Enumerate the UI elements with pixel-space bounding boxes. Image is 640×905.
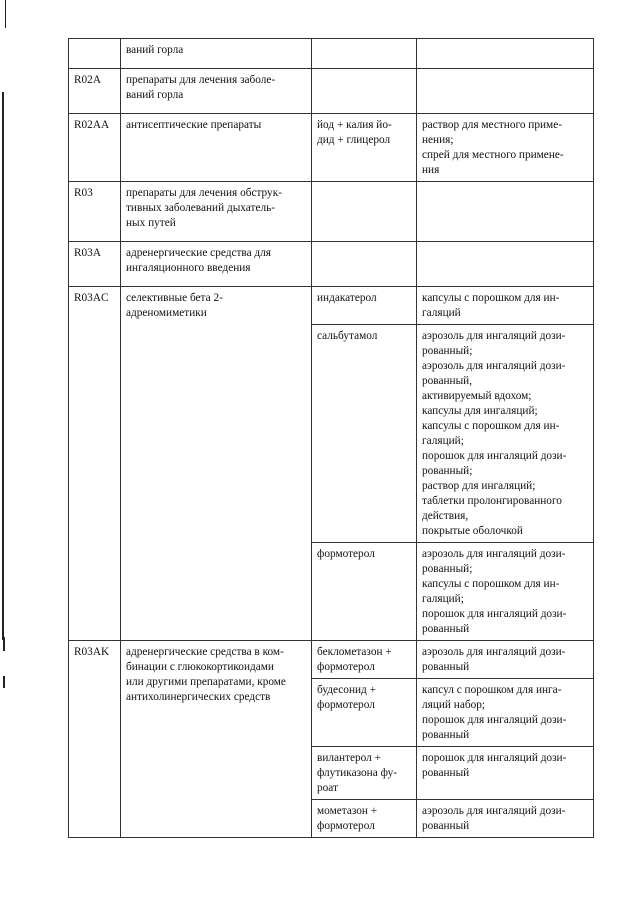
table-row bbox=[69, 69, 594, 114]
dosage-form-cell bbox=[417, 182, 594, 242]
drug-cell: мометазон + формотерол bbox=[312, 800, 417, 838]
drug-cell bbox=[312, 242, 417, 287]
drug-cell: беклометазон + формотерол bbox=[312, 641, 417, 679]
drug-cell: вилантерол + флутиказона фу- роат bbox=[312, 747, 417, 800]
table-row bbox=[69, 39, 594, 69]
atc-code-cell bbox=[69, 39, 121, 69]
group-name-cell: адренергические средства для ингаляционного введения bbox=[121, 242, 312, 287]
dosage-form-cell: капсул с порошком для инга- ляций набор; порошок для ингаляций дози- рованный bbox=[417, 679, 594, 747]
group-name-cell: адренергические средства в ком- бинации с глюкокортикоидами или другими препаратами, кроме антихолинергических средств bbox=[121, 641, 312, 838]
table-row bbox=[69, 641, 594, 679]
group-name-cell: антисептические препараты bbox=[121, 114, 312, 182]
dosage-form-cell: порошок для ингаляций дози- рованный bbox=[417, 747, 594, 800]
dosage-form-cell: аэрозоль для ингаляций дози- рованный bbox=[417, 641, 594, 679]
atc-code-cell: R03A bbox=[69, 242, 121, 287]
group-name-cell: препараты для лечения обструк- тивных заболеваний дыхатель- ных путей bbox=[121, 182, 312, 242]
table-row bbox=[69, 182, 594, 242]
drug-cell: формотерол bbox=[312, 543, 417, 641]
drug-cell bbox=[312, 69, 417, 114]
dosage-form-cell bbox=[417, 39, 594, 69]
drug-cell bbox=[312, 39, 417, 69]
dosage-form-cell: аэрозоль для ингаляций дози- рованный bbox=[417, 800, 594, 838]
dosage-form-cell bbox=[417, 242, 594, 287]
atc-code-cell: R03 bbox=[69, 182, 121, 242]
atc-drug-table bbox=[68, 38, 594, 838]
atc-code-cell: R03AK bbox=[69, 641, 121, 838]
scan-edge-mark bbox=[3, 637, 5, 651]
drug-cell: йод + калия йо- дид + глицерол bbox=[312, 114, 417, 182]
drug-cell: будесонид + формотерол bbox=[312, 679, 417, 747]
drug-cell: сальбутамол bbox=[312, 325, 417, 543]
atc-code-cell: R02A bbox=[69, 69, 121, 114]
drug-cell: индакатерол bbox=[312, 287, 417, 325]
scan-edge-mark bbox=[3, 676, 5, 688]
atc-code-cell: R02AA bbox=[69, 114, 121, 182]
table-row bbox=[69, 287, 594, 325]
group-name-cell: препараты для лечения заболе- ваний горла bbox=[121, 69, 312, 114]
dosage-form-cell bbox=[417, 69, 594, 114]
dosage-form-cell: аэрозоль для ингаляций дози- рованный; аэрозоль для ингаляций дози- рованный, активируемый вдохом; капсулы для ингаляций; капсулы с порошком для ин- галяций; порошок для ингаляций дози- рованный; раствор для ингаляций; таблетки пролонгированного действия, покрытые оболочкой bbox=[417, 325, 594, 543]
group-name-cell: селективные бета 2- адреномиметики bbox=[121, 287, 312, 641]
scan-edge-mark bbox=[2, 92, 4, 640]
atc-code-cell: R03AC bbox=[69, 287, 121, 641]
table-row bbox=[69, 114, 594, 182]
scan-edge-mark bbox=[5, 0, 6, 28]
table-row bbox=[69, 242, 594, 287]
group-name-cell: ваний горла bbox=[121, 39, 312, 69]
dosage-form-cell: капсулы с порошком для ин- галяций bbox=[417, 287, 594, 325]
drug-cell bbox=[312, 182, 417, 242]
dosage-form-cell: раствор для местного приме- нения; спрей для местного примене- ния bbox=[417, 114, 594, 182]
dosage-form-cell: аэрозоль для ингаляций дози- рованный; капсулы с порошком для ин- галяций; порошок для ингаляций дози- рованный bbox=[417, 543, 594, 641]
